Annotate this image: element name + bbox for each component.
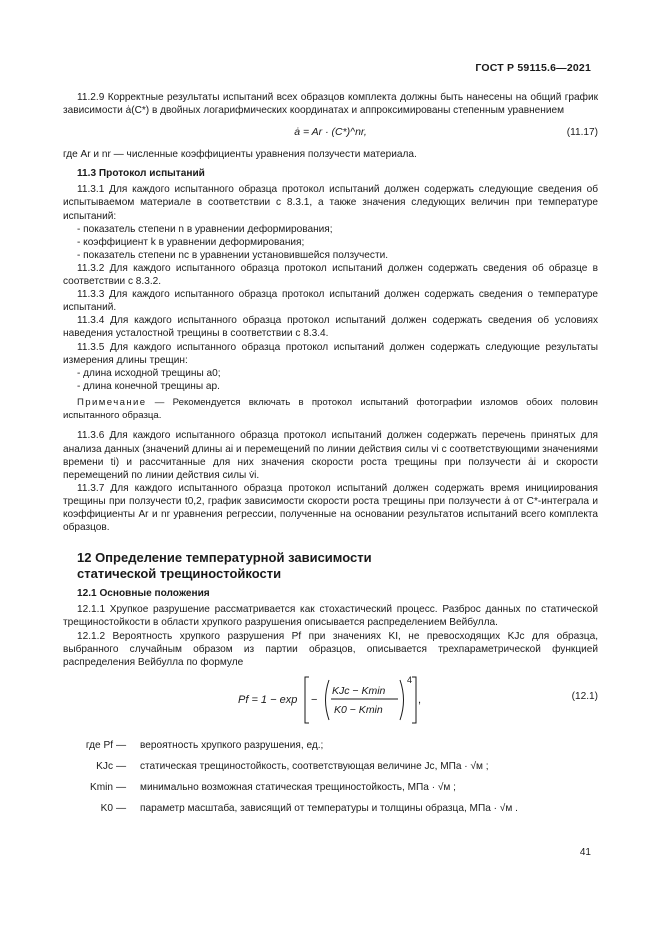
paragraph-12-1-1: 12.1.1 Хрупкое разрушение рассматривается как стохастический процесс. Разброс данных по статической трещиностойкости в области хрупкого разрушения описывается распределением Вейбулла.	[63, 604, 598, 629]
section-heading-12: 12 Определение температурной зависимости статической трещиностойкости	[77, 550, 372, 581]
equation-12-1-number: (12.1)	[571, 690, 598, 702]
formula-minus: −	[311, 693, 318, 706]
definition-dash: —	[116, 760, 127, 772]
definitions-list	[63, 737, 598, 821]
document-body	[63, 91, 598, 821]
definition-row	[63, 737, 598, 758]
formula-power: 4	[407, 674, 413, 685]
paragraph-11-3-7: 11.3.7 Для каждого испытанного образца протокол испытаний должен содержать время инициирования трещины при ползучести t0,2, график зависимости скорости роста трещины при ползучести ȧ от C*-интеграла и коэффициенты Ar и nr уравнения регрессии, полученные на основании результатов испытаний всего комплекта образцов.	[63, 482, 598, 534]
standard-header: ГОСТ Р 59115.6—2021	[475, 62, 591, 74]
note-title: Примечание	[77, 396, 147, 408]
right-paren	[400, 680, 404, 720]
list-item: - длина исходной трещины a0;	[77, 367, 221, 379]
equation-12-1	[63, 671, 598, 729]
equation-11-17-number: (11.17)	[566, 127, 598, 139]
list-item: - длина конечной трещины ap.	[77, 380, 220, 392]
section-heading-12-1: 12.1 Основные положения	[77, 588, 210, 600]
paragraph-11-3-1: 11.3.1 Для каждого испытанного образца протокол испытаний должен содержать следующие сведения об испытываемом материале в соответствии с 8.3.1, а также значения следующих величин при температуре испытаний:	[63, 184, 598, 222]
definition-row	[63, 800, 598, 821]
formula-lhs: Pf = 1 − exp	[238, 693, 298, 706]
note-text: — Рекомендуется включать в протокол испытаний фотографии изломов обоих половин испытанного образца.	[63, 396, 598, 421]
section-heading-11-3: 11.3 Протокол испытаний	[77, 168, 205, 180]
list-item: - коэффициент k в уравнении деформирования;	[77, 236, 305, 248]
note	[63, 397, 598, 423]
definition-row	[63, 779, 598, 800]
definition-dash: —	[116, 802, 127, 814]
definition-symbol: где Pf	[85, 739, 113, 751]
paragraph-11-3-6: 11.3.6 Для каждого испытанного образца протокол испытаний должен содержать перечень принятых для анализа данных (значений длины ai и перемещений по линии действия силы vi с соответствующими значениями времени ti) и рассчитанные для них значения скорости роста трещины при ползучести ȧi и скорости перемещений по линии действия силы v̇i.	[63, 430, 598, 481]
list-item: - показатель степени nc в уравнении установившейся ползучести.	[77, 249, 389, 261]
left-paren	[326, 680, 330, 720]
paragraph-11-3-4: 11.3.4 Для каждого испытанного образца протокол испытаний должен содержать сведения об условиях наведения усталостной трещины в соответствии с 8.3.4.	[63, 315, 598, 340]
paragraph-11-3-5: 11.3.5 Для каждого испытанного образца протокол испытаний должен содержать следующие результаты измерения длины трещин:	[63, 341, 598, 366]
definition-text: вероятность хрупкого разрушения, ед.;	[140, 739, 324, 751]
paragraph-11-3-2: 11.3.2 Для каждого испытанного образца протокол испытаний должен содержать сведения об образце в соответствии с 8.3.2.	[63, 262, 598, 288]
left-bracket	[305, 677, 309, 723]
definition-symbol: K0	[100, 802, 113, 814]
page-number: 41	[579, 847, 591, 858]
definition-dash: —	[116, 781, 127, 793]
definition-dash: —	[116, 739, 127, 751]
definition-symbol: KJc	[96, 760, 113, 772]
list-item: - показатель степени n в уравнении деформирования;	[77, 223, 333, 235]
weibull-formula	[238, 671, 488, 729]
definition-text: статическая трещиностойкость, соответствующая величине Jc, МПа · √м ;	[140, 760, 489, 772]
equation-11-17-formula: ȧ = Ar · (C*)^nr,	[294, 126, 367, 139]
definition-symbol: Kmin	[90, 781, 113, 793]
equation-11-17	[63, 120, 598, 146]
formula-tail: ,	[418, 693, 422, 706]
definition-row	[63, 758, 598, 779]
definition-text: минимально возможная статическая трещиностойкость, МПа · √м ;	[140, 781, 456, 793]
equation-11-17-where: где Ar и nr — численные коэффициенты уравнения ползучести материала.	[63, 149, 417, 161]
paragraph-11-2-9: 11.2.9 Корректные результаты испытаний всех образцов комплекта должны быть нанесены на общий график зависимости ȧ(C*) в двойных логарифмических координатах и аппроксимированы степенным уравнением	[63, 92, 598, 117]
formula-denominator: K0 − Kmin	[334, 703, 383, 716]
formula-numerator: KJc − Kmin	[332, 684, 386, 697]
paragraph-12-1-2: 12.1.2 Вероятность хрупкого разрушения Pf при значениях KI, не превосходящих KJc для образца, выбранного случайным образом из партии образцов, описывается трехпараметрической функцией распределения Вейбулла по формуле	[63, 630, 598, 668]
right-bracket	[412, 677, 416, 723]
definition-text: параметр масштаба, зависящий от температуры и толщины образца, МПа · √м .	[140, 802, 518, 814]
paragraph-11-3-3: 11.3.3 Для каждого испытанного образца протокол испытаний должен содержать сведения о температуре испытаний.	[63, 289, 598, 314]
